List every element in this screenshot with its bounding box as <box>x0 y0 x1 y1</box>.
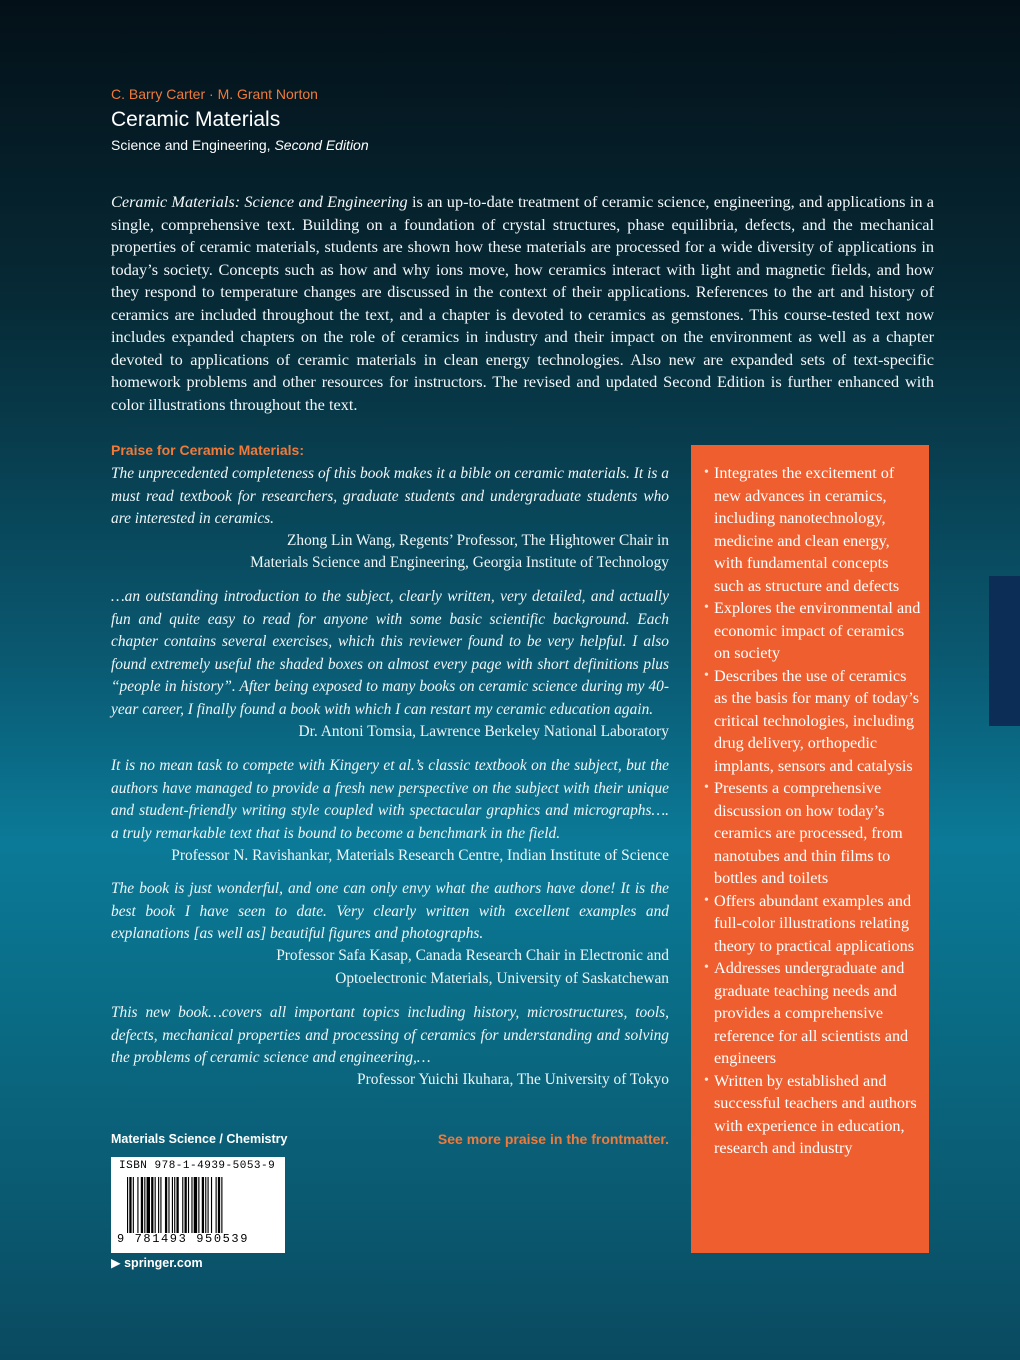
praise-quote-kasap: The book is just wonderful, and one can only envy what the authors have done! It is the best book I have seen to date. Very clearly written with excellent examples and explanations [as well as] beautiful figures and photographs. <box>111 880 669 942</box>
description-text: is an up-to-date treatment of ceramic science, engineering, and applications in a single, comprehensive text. Building on a foundation of crystal structures, phase equilibria, defects, and the mechanical properties of ceramic materials, students are shown how these materials are processed for a wide diversity of applications in today’s society. Concepts such as how and why ions move, how ceramics interact with light and magnetic fields, and how they respond to temperature changes are discussed in the context of their applications. References to the art and history of ceramics are included throughout the text, and a chapter is devoted to ceramics as gemstones. This course-tested text now includes expanded chapters on the role of ceramics in industry and their impact on the environment as well as a chapter devoted to applications of ceramic materials in clean energy technologies. Also new are expanded sets of text-specific homework problems and other resources for instructors. The revised and updated Second Edition is further enhanced with color illustrations throughout the text. <box>111 192 935 414</box>
isbn-barcode <box>111 1157 285 1253</box>
feature-bullet-text: Addresses undergraduate and graduate teaching needs and provides a comprehensive reference for all scientists and engineers <box>714 959 909 1067</box>
barcode-bar <box>218 1177 220 1233</box>
barcode-bar <box>185 1177 187 1233</box>
description-book-name: Ceramic Materials: Science and Engineering <box>111 192 408 211</box>
barcode-bar <box>137 1177 138 1233</box>
barcode-bar <box>221 1177 222 1233</box>
barcode-bar <box>165 1177 167 1233</box>
barcode-bar <box>188 1177 189 1233</box>
praise-attribution-wang-line2: Materials Science and Engineering, Georgia Institute of Technology <box>250 554 669 571</box>
praise-quote-tomsia: …an outstanding introduction to the subject, clearly written, very detailed, and actually fun and quite easy to read for anyone with some basic scientific background. Each chapter contains several exercises, which this reviewer found to be very helpful. I also found extremely useful the shaded boxes on almost every page with short definitions plus “people in history”. After being exposed to many books on ceramic science during my 40-year career, I finally found a book with which I can restart my ceramic education again. <box>111 588 669 718</box>
praise-attribution-wang-line1: Zhong Lin Wang, Regents’ Professor, The Hightower Chair in <box>287 532 669 549</box>
feature-bullet <box>705 597 921 665</box>
book-title: Ceramic Materials <box>111 108 281 131</box>
subtitle-edition: Second Edition <box>274 137 369 153</box>
side-color-tab <box>989 576 1020 726</box>
subtitle-plain: Science and Engineering, <box>111 137 271 153</box>
praise-quote-ravishankar: It is no mean task to compete with Kingery et al.’s classic textbook on the subject, but the authors have managed to provide a fresh new perspective on the subject with their unique and student-friendly writing style coupled with spectacular graphics and micrographs…. a truly remarkable text that is bound to become a benchmark in the field. <box>111 757 669 842</box>
barcode-bar <box>127 1177 128 1233</box>
barcode-bar <box>168 1177 169 1233</box>
barcode-bars <box>127 1177 269 1233</box>
bullet-dot-icon: • <box>704 1072 709 1088</box>
feature-bullet-text: Presents a comprehensive discussion on how today’s ceramics are processed, from nanotubes and thin films to bottles and toilets <box>714 779 903 887</box>
praise-attribution-kasap-line1: Professor Safa Kasap, Canada Research Chair in Electronic and <box>276 947 669 964</box>
feature-bullet <box>705 890 921 958</box>
bullet-dot-icon: • <box>704 600 709 615</box>
more-praise-note: See more praise in the frontmatter. <box>437 1131 669 1147</box>
publisher-website <box>111 1255 203 1270</box>
feature-bullet-list <box>705 462 921 1160</box>
feature-bullet-text: Integrates the excitement of new advances in ceramics, including nanotechnology, medicine and clean energy, with fundamental concepts such as structure and defects <box>714 464 900 595</box>
play-arrow-icon: ▶ <box>111 1256 121 1270</box>
praise-attribution-tomsia: Dr. Antoni Tomsia, Lawrence Berkeley National Laboratory <box>298 723 669 740</box>
barcode-bar <box>147 1177 150 1233</box>
feature-bullet <box>705 462 921 597</box>
praise-heading: Praise for Ceramic Materials: <box>111 442 304 458</box>
feature-bullet-text: Offers abundant examples and full-color illustrations relating theory to practical applications <box>714 891 915 955</box>
praise-quote-wang: The unprecedented completeness of this book makes it a bible on ceramic materials. It is a must read textbook for researchers, graduate students and undergraduate students who are interested in ceramics. <box>111 465 669 527</box>
barcode-bar <box>194 1177 197 1233</box>
feature-bullet-text: Written by established and successful teachers and authors with experience in education, research and industry <box>714 1071 917 1157</box>
barcode-bar <box>216 1177 217 1233</box>
barcode-bar <box>202 1177 204 1233</box>
feature-bullets-box <box>691 445 929 1253</box>
barcode-bar <box>158 1177 159 1233</box>
feature-bullet-text: Explores the environmental and economic impact of ceramics on society <box>714 599 921 662</box>
praise-quote-ikuhara: This new book…covers all important topics including history, microstructures, tools, defects, mechanical properties and processing of ceramics for understanding and solving the problems of ceramic science and engineering,… <box>111 1004 669 1066</box>
barcode-bar <box>160 1177 161 1233</box>
publisher-website-text: springer.com <box>124 1256 203 1270</box>
barcode-bar <box>141 1177 143 1233</box>
barcode-bar <box>182 1177 183 1233</box>
bullet-dot-icon: • <box>704 465 709 480</box>
barcode-bar <box>211 1177 212 1233</box>
barcode-bar <box>151 1177 153 1233</box>
barcode-bar <box>174 1177 175 1233</box>
isbn-number: ISBN 978-1-4939-5053-9 <box>119 1160 276 1172</box>
feature-bullet-text: Describes the use of ceramics as the basis for many of today’s critical technologies, including drug delivery, orthopedic implants, sensors and catalysis <box>714 666 919 775</box>
bullet-dot-icon: • <box>704 780 709 795</box>
ean-digits: 9 781493 950539 <box>117 1232 250 1246</box>
bullet-dot-icon: • <box>704 960 709 975</box>
barcode-bar <box>208 1177 209 1233</box>
feature-bullet <box>705 957 921 1070</box>
barcode-bar <box>191 1177 192 1233</box>
description <box>111 191 934 416</box>
bullet-dot-icon: • <box>704 667 709 683</box>
bullet-dot-icon: • <box>704 892 709 908</box>
praise-attribution-ravishankar: Professor N. Ravishankar, Materials Research Centre, Indian Institute of Science <box>171 847 669 864</box>
barcode-bar <box>172 1177 173 1233</box>
barcode-bar <box>155 1177 156 1233</box>
barcode-bar <box>144 1177 145 1233</box>
barcode-bar <box>205 1177 206 1233</box>
barcode-bar <box>129 1177 131 1233</box>
barcode-bar <box>198 1177 199 1233</box>
authors: C. Barry Carter · M. Grant Norton <box>111 86 318 102</box>
praise-attribution-kasap-line2: Optoelectronic Materials, University of Saskatchewan <box>335 970 669 987</box>
barcode-bar <box>176 1177 178 1233</box>
barcode-bar <box>133 1177 134 1233</box>
feature-bullet <box>705 777 921 890</box>
praise-attribution-ikuhara: Professor Yuichi Ikuhara, The University of Tokyo <box>357 1071 669 1088</box>
subject-category: Materials Science / Chemistry <box>111 1132 288 1146</box>
feature-bullet <box>705 665 921 778</box>
book-subtitle <box>111 137 369 153</box>
feature-bullet <box>705 1070 921 1160</box>
